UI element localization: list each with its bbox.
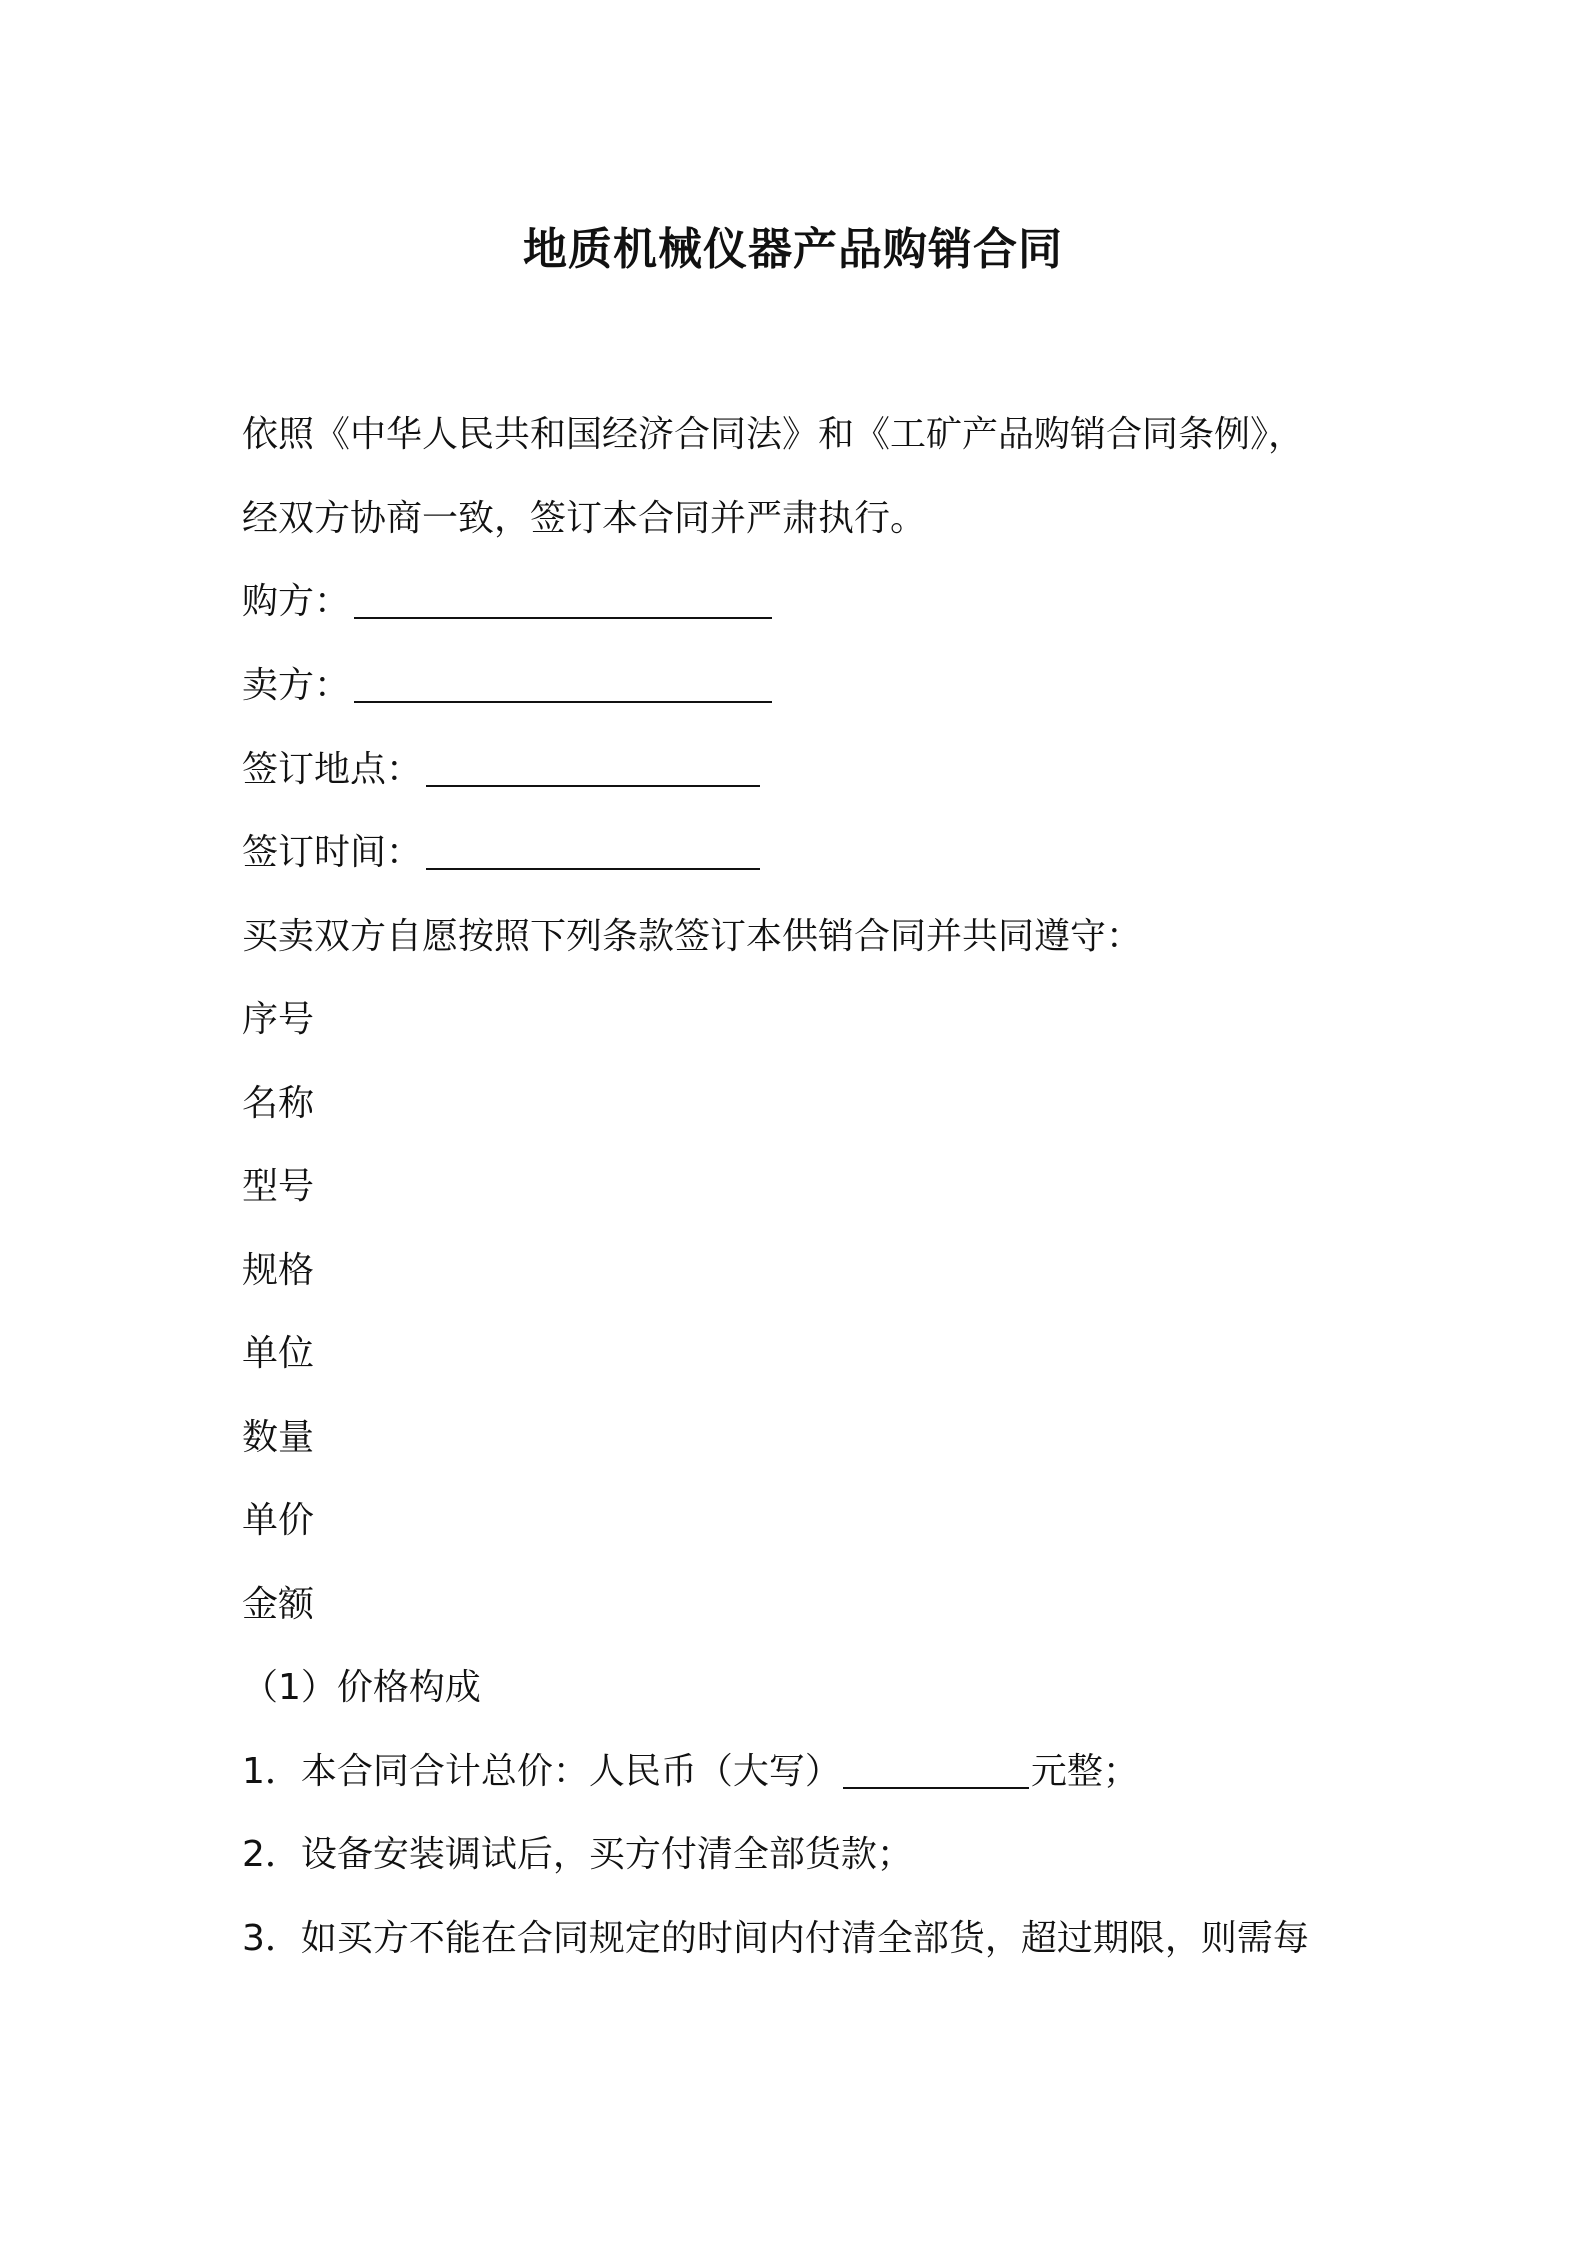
table-header-amount: 金额: [242, 1584, 315, 1625]
buyer-label: 购方：: [242, 581, 351, 622]
table-header-name: 名称: [242, 1083, 315, 1124]
intro-line-1: 依照《中华人民共和国经济合同法》和《工矿产品购销合同条例》，: [242, 414, 1305, 455]
table-header-unit: 单位: [242, 1333, 315, 1374]
signing-place-blank: [426, 745, 760, 787]
signing-time-label: 签订时间：: [242, 832, 423, 873]
seller-label: 卖方：: [242, 665, 351, 706]
seller-field: [242, 656, 772, 716]
total-price-blank: [843, 1747, 1029, 1789]
table-header-unit-price: 单价: [242, 1500, 315, 1541]
clause-1-prefix: 1．本合同合计总价：人民币（大写）: [242, 1751, 841, 1792]
buyer-blank: [354, 577, 772, 619]
signing-time-blank: [426, 828, 760, 870]
document-title: 地质机械仪器产品购销合同: [523, 224, 1063, 275]
seller-blank: [354, 661, 772, 703]
table-header-model: 型号: [242, 1166, 315, 1207]
signing-place-field: [242, 740, 760, 800]
agreement-line: 买卖双方自愿按照下列条款签订本供销合同并共同遵守：: [242, 916, 1143, 957]
clause-1-suffix: 元整；: [1030, 1751, 1139, 1792]
buyer-field: [242, 572, 772, 632]
clause-3: 3．如买方不能在合同规定的时间内付清全部货，超过期限，则需每: [242, 1918, 1309, 1959]
table-header-quantity: 数量: [242, 1417, 315, 1458]
signing-time-field: [242, 823, 760, 883]
clause-1: [242, 1742, 1139, 1802]
clause-2: 2．设备安装调试后，买方付清全部货款；: [242, 1834, 913, 1875]
section-heading-price: （1）价格构成: [242, 1667, 481, 1708]
table-header-serial: 序号: [242, 999, 315, 1040]
table-header-spec: 规格: [242, 1250, 315, 1291]
signing-place-label: 签订地点：: [242, 749, 423, 790]
intro-line-2: 经双方协商一致，签订本合同并严肃执行。: [242, 498, 927, 539]
